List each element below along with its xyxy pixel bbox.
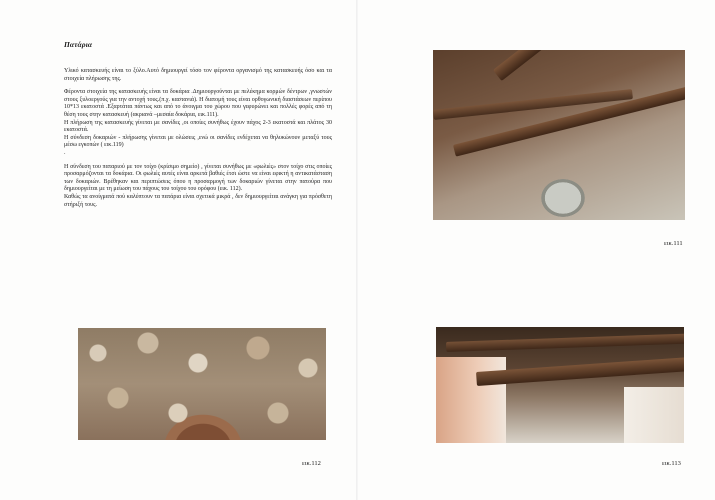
paragraph-beams: Φέροντα στοιχεία της κατασκευής είναι τα δοκάρια .Δημιουργούνται με πελέκημα κορμών δέντρων ,γνωστών στους ξυλοεργούς για την αντοχή τους.(π.χ. καστανιά). Η διατομή τους είναι ορθογωνική διαστάσεων περίπου 10*13 εκατοστά .Εξαρτάται πάντως και από το άνοιγμα του χώρου που γεφυρώνει και πολλές φορές από τη θέση τους στην κατασκευή (ακριανά –μεσαία δοκάρια, εικ.111). [64,89,332,118]
ceiling-beam [446,334,684,352]
figure-113-image [436,327,684,443]
figure-111-caption: εικ.111 [664,240,683,247]
paragraph-openings: Καθώς τα ανοίγματά πού καλύπτουν τα πατάρια είναι σχετικά μικρά , δεν δημιουργείται ανάγκη για πρόσθετη στήριξή τους. [64,193,332,208]
page-title: Πατάρια [64,40,93,49]
figure-113-caption: εικ.113 [662,460,681,467]
paragraph-filling: Η πλήρωση της κατασκευής γίνεται με σανίδες ,οι οποίες συνήθως έχουν πάχος 2-3 εκατοστά και πλάτος 30 εκατοστά. [64,119,332,134]
figure-112-image [78,328,326,440]
wall-surface [624,387,684,443]
paragraph-wall-connection: Η σύνδεση του παταριού με τον τοίχο (κρίσιμο σημείο) , γίνεται συνήθως με «φωλιές» στον τοίχο στις οποίες προσαρμόζονται τα δοκάρια. Οι φωλιές αυτές είναι αρκετά βαθιές έτσι ώστε να είναι εφικτή η αντικατάσταση των δοκαριών. Βρέθηκαν και περιπτώσεις όπου η προσαρμογή των δοκαριών γίνεται στην πατούρα που δημιουργείται με τη μείωση του πάχους του τοίχου του ορόφου (εικ. 112). [64,163,332,193]
roof-beam [493,50,685,81]
page-gutter [356,0,358,500]
paragraph-dot: . [64,149,66,156]
ceiling-beam [476,357,684,386]
figure-112-caption: εικ.112 [302,460,321,467]
figure-111-image [433,50,685,220]
body-text [64,68,332,209]
paragraph-material: Υλικό κατασκευής είναι το ξύλο.Αυτό δημιουργεί τόσο τον φέροντα οργανισμό της κατασκευής όσο και τα στοιχεία πλήρωσης της. [64,68,332,82]
paragraph-joints: Η σύνδεση δοκαριών - πλήρωσης γίνεται με ολώσεις ,ενώ οι σανίδες ενδέχεται να θηλυκώνουν μεταξύ τους μέσω εγκοπών ( εικ.119) [64,134,332,149]
